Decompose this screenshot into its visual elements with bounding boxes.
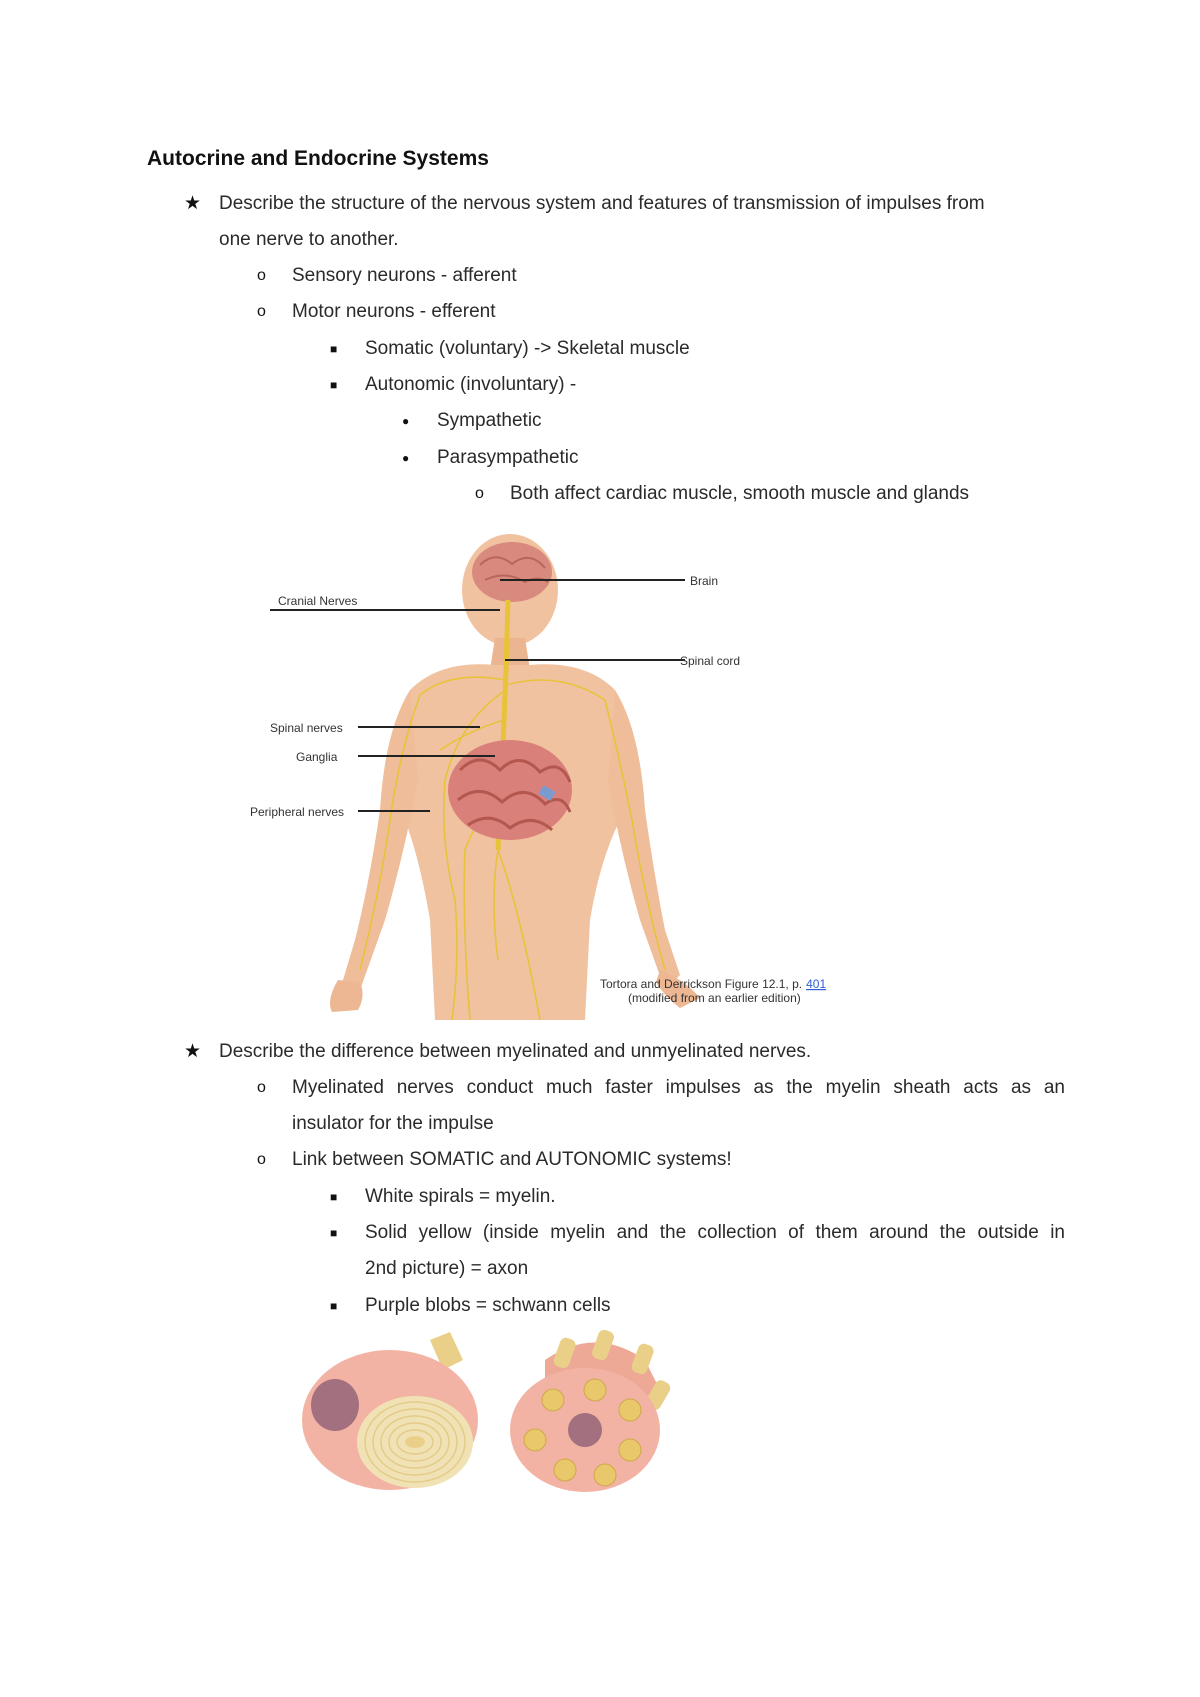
cranial-nerves-label: Cranial Nerves <box>278 594 358 608</box>
square-bullet-icon: ■ <box>330 342 338 356</box>
list-item: Both affect cardiac muscle, smooth muscle and glands <box>510 483 970 504</box>
list-item: Myelinated nerves conduct much faster impulses as the myelin sheath acts as an <box>292 1077 1065 1098</box>
spinal-cord-label: Spinal cord <box>680 654 741 668</box>
circle-bullet-icon: o <box>257 1151 266 1168</box>
square-bullet-icon: ■ <box>330 1299 338 1313</box>
page-title: Autocrine and Endocrine Systems <box>147 147 489 170</box>
list-item: Autonomic (involuntary) - <box>365 374 577 395</box>
list-item: Purple blobs = schwann cells <box>365 1295 611 1316</box>
square-bullet-icon: ■ <box>330 1226 338 1240</box>
star-bullet-icon: ★ <box>184 193 202 214</box>
section2-heading: Describe the difference between myelinated and unmyelinated nerves. <box>219 1041 812 1062</box>
circle-bullet-icon: o <box>257 267 266 284</box>
list-item: White spirals = myelin. <box>365 1186 556 1207</box>
list-item: Sensory neurons - afferent <box>292 265 517 286</box>
ganglia-label: Ganglia <box>296 750 338 764</box>
list-item-continuation: insulator for the impulse <box>292 1113 494 1134</box>
dot-bullet-icon: ● <box>402 414 410 428</box>
brain-label: Brain <box>690 574 719 588</box>
list-item: Somatic (voluntary) -> Skeletal muscle <box>365 338 690 359</box>
circle-bullet-icon: o <box>257 1079 266 1096</box>
circle-bullet-icon: o <box>257 303 266 320</box>
list-item: Solid yellow (inside myelin and the collection of them around the outside in <box>365 1222 1065 1243</box>
circle-bullet-icon: o <box>475 485 484 502</box>
brain-illustration <box>472 542 552 602</box>
list-item: Parasympathetic <box>437 447 579 468</box>
list-item: Sympathetic <box>437 410 542 431</box>
nervous-system-figure <box>240 520 880 1020</box>
square-bullet-icon: ■ <box>330 378 338 392</box>
figure-caption-line2: (modified from an earlier edition) <box>628 991 801 1005</box>
list-item: Link between SOMATIC and AUTONOMIC systems! <box>292 1149 732 1170</box>
unmyelinated-fiber-illustration <box>510 1330 672 1492</box>
dot-bullet-icon: ● <box>402 451 410 465</box>
list-item-continuation: 2nd picture) = axon <box>365 1258 529 1279</box>
peripheral-nerves-label: Peripheral nerves <box>250 805 345 819</box>
section1-heading-line1: Describe the structure of the nervous system and features of transmission of impulses from <box>219 193 985 214</box>
section1-heading-line2: one nerve to another. <box>219 229 399 250</box>
star-bullet-icon: ★ <box>184 1041 202 1062</box>
list-item: Motor neurons - efferent <box>292 301 496 322</box>
spinal-nerves-label: Spinal nerves <box>270 721 343 735</box>
myelinated-fiber-illustration <box>302 1332 478 1490</box>
square-bullet-icon: ■ <box>330 1190 338 1204</box>
figure-caption: Tortora and Derrickson Figure 12.1, p. 401 <box>600 977 827 991</box>
nerve-fiber-figure <box>295 1330 675 1500</box>
